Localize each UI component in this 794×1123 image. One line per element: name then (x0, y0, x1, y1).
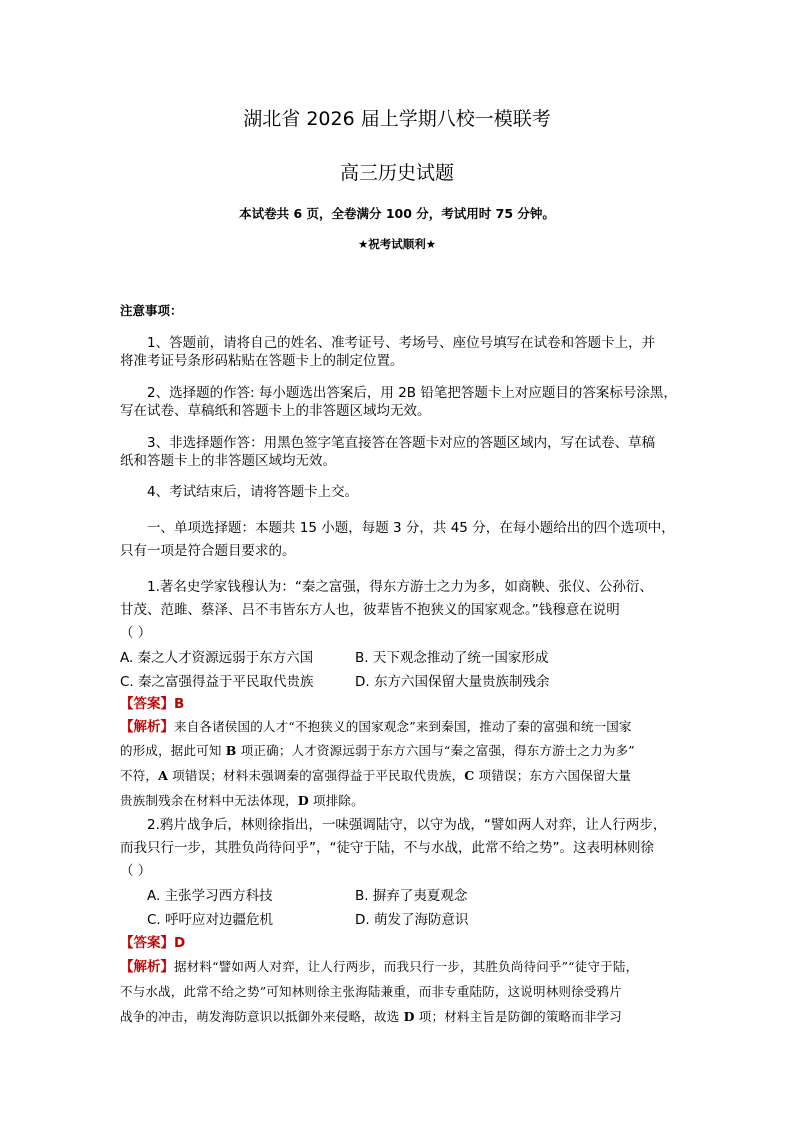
q1-answer-value: B (174, 696, 185, 712)
q1-option-c: C. 秦之富强得益于平民取代贵族 (120, 674, 314, 690)
notice-item-1-line-1: 1、答题前，请将自己的姓名、准考证号、考场号、座位号填写在试卷和答题卡上，并 (147, 335, 656, 351)
q1-analysis-text-3c: 项错误；材料未强调秦的富强得益于平民取代贵族， (168, 768, 465, 783)
q2-analysis-line-1 (120, 957, 638, 977)
q2-answer-line (120, 933, 185, 953)
notice-item-2-line-2: 写在试卷、草稿纸和答题卡上的非答题区域均无效。 (120, 403, 431, 419)
q1-analysis-option-ref: D (297, 793, 309, 808)
q1-analysis-tag: 【解析】 (120, 719, 174, 735)
q2-analysis-tag: 【解析】 (120, 959, 174, 975)
q2-analysis-option-ref: D (403, 1009, 415, 1024)
q2-option-c: C. 呼吁应对边疆危机 (147, 912, 274, 928)
q1-analysis-text-4a: 贵族制残余在材料中无法体现， (120, 793, 298, 808)
q1-analysis-text-1: 来自各诸侯国的人才“不抱狭义的国家观念”来到秦国，推动了秦的富强和统一国家 (174, 719, 632, 734)
exam-info: 本试卷共 6 页，全卷满分 100 分，考试用时 75 分钟。 (239, 206, 555, 221)
q1-option-d: D. 东方六国保留大量贵族制残余 (355, 674, 550, 690)
q2-option-a: A. 主张学习西方科技 (147, 888, 273, 904)
exam-subject: 高三历史试题 (339, 162, 454, 184)
q1-analysis-line-2 (120, 741, 635, 761)
q2-analysis-line-3 (120, 1007, 622, 1027)
q1-answer-tag: 【答案】 (120, 696, 174, 712)
q1-analysis-line-3 (120, 766, 631, 786)
notice-item-1-line-2: 将准考证号条形码粘贴在答题卡上的制定位置。 (120, 353, 404, 369)
q2-analysis-text-3c: 项；材料主旨是防御的策略而非学习 (414, 1009, 622, 1024)
notice-item-2-line-1: 2、选择题的作答: 每小题选出答案后，用 2B 铅笔把答题卡上对应题目的答案标号涂黑， (147, 385, 677, 401)
q1-analysis-text-3e: 项错误；东方六国保留大量 (474, 768, 632, 783)
notice-item-3-line-2: 纸和答题卡上的非答题区域均无效。 (120, 453, 336, 469)
q1-analysis-text-2a: 的形成，据此可知 (120, 743, 226, 758)
q2-answer-value: D (174, 935, 186, 951)
q2-stem-line-2: 而我只行一步，其胜负尚待问乎”，“徒守于陆，不与水战，此常不给之势”。这表明林则徐 (120, 840, 654, 856)
q1-analysis-text-3a: 不符， (120, 768, 159, 783)
q2-analysis-text-3a: 战争的冲击，萌发海防意识以抵御外来侵略，故选 (120, 1009, 404, 1024)
q1-analysis-text-4c: 项排除。 (308, 793, 364, 808)
notice-item-4: 4、考试结束后，请将答题卡上交。 (147, 484, 359, 500)
section-heading-line-1: 一、单项选择题：本题共 15 小题，每题 3 分，共 45 分，在每小题给出的四个选项中， (147, 520, 675, 536)
notice-item-3-line-1: 3、非选择题作答：用黑色签字笔直接答在答题卡对应的答题区域内，写在试卷、草稿 (147, 435, 656, 451)
q2-analysis-line-2 (120, 982, 622, 1002)
q1-analysis-option-ref: C (464, 768, 475, 783)
q1-analysis-option-ref: A (158, 768, 169, 783)
q2-analysis-text-1: 据材料“譬如两人对弈，让人行两步，而我只行一步，其胜负尚待问乎”“徒守于陆， (174, 959, 639, 974)
q1-analysis-line-4 (120, 791, 364, 811)
exam-title: 湖北省 2026 届上学期八校一模联考 (243, 108, 551, 130)
q2-option-d: D. 萌发了海防意识 (355, 912, 469, 928)
q1-stem-line-2: 甘茂、范雎、蔡泽、吕不韦皆东方人也，彼辈皆不抱狭义的国家观念。”钱穆意在说明 (120, 602, 620, 618)
q1-analysis-option-ref: B (225, 743, 237, 758)
q1-option-b: B. 天下观念推动了统一国家形成 (355, 650, 549, 666)
q1-stem-line-1: 1.著名史学家钱穆认为：“秦之富强，得东方游士之力为多，如商鞅、张仪、公孙衍、 (147, 579, 653, 595)
q1-option-a: A. 秦之人才资源远弱于东方六国 (120, 650, 314, 666)
q2-answer-tag: 【答案】 (120, 935, 174, 951)
notice-heading: 注意事项： (120, 303, 183, 318)
q2-stem-line-1: 2.鸦片战争后，林则徐指出，一味强调陆守，以守为战，“譬如两人对弈，让人行两步， (147, 817, 667, 833)
section-heading-line-2: 只有一项是符合题目要求的。 (120, 543, 296, 559)
q1-answer-line (120, 694, 184, 714)
exam-wish: ★祝考试顺利★ (357, 237, 437, 251)
q1-analysis-text-2c: 项正确；人才资源远弱于东方六国与“秦之富强，得东方游士之力为多” (236, 743, 635, 758)
q1-answer-parens: （ ） (120, 625, 152, 641)
q2-answer-parens: （ ） (120, 863, 152, 879)
q2-option-b: B. 摒弃了夷夏观念 (355, 888, 468, 904)
q1-analysis-line-1 (120, 717, 632, 737)
q2-analysis-text-2: 不与水战，此常不给之势”可知林则徐主张海陆兼重，而非专重陆防，这说明林则徐受鸦片 (120, 984, 622, 999)
